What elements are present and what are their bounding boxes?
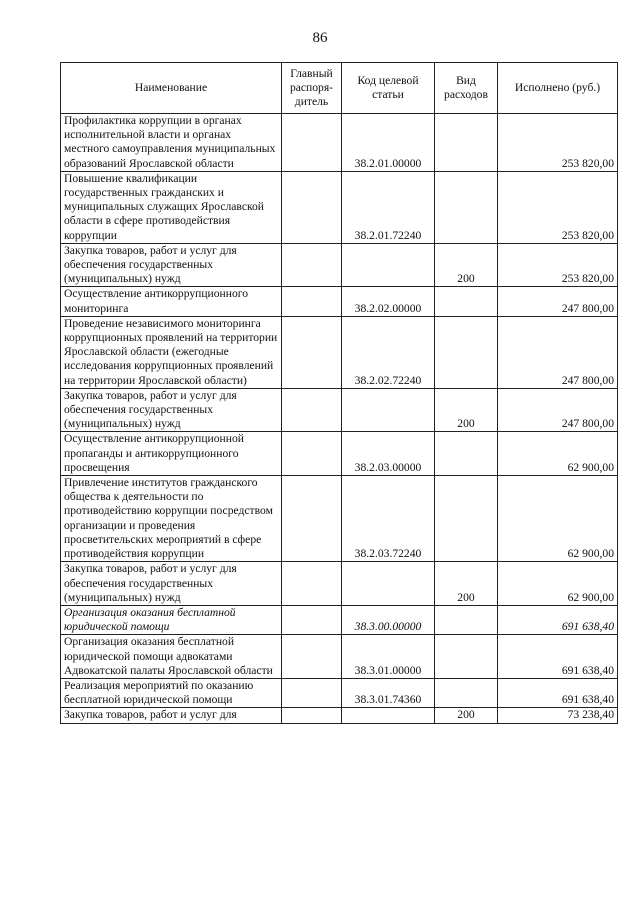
- cell-amount: 73 238,40: [498, 708, 618, 723]
- cell-name: Осуществление антикоррупционной пропаганды и антикоррупционного просвещения: [61, 432, 282, 476]
- cell-name: Проведение независимого мониторинга коррупционных проявлений на территории Ярославской области (ежегодные исследования коррупционных проявлений на территории Ярославской области): [61, 316, 282, 388]
- table-row: [61, 476, 618, 562]
- table-row: [61, 562, 618, 606]
- cell-code: [342, 388, 435, 432]
- cell-code: 38.2.02.00000: [342, 287, 435, 316]
- table-row: [61, 678, 618, 707]
- cell-amount: 253 820,00: [498, 243, 618, 287]
- cell-type: [435, 678, 498, 707]
- cell-code: 38.2.02.72240: [342, 316, 435, 388]
- cell-name: Закупка товаров, работ и услуг для обеспечения государственных (муниципальных) нужд: [61, 562, 282, 606]
- cell-type: [435, 171, 498, 243]
- cell-type: 200: [435, 388, 498, 432]
- cell-manager: [282, 635, 342, 679]
- header-row: [61, 63, 618, 114]
- table-row: [61, 432, 618, 476]
- header-name: Наименование: [61, 63, 282, 114]
- cell-type: [435, 114, 498, 172]
- cell-name: Организация оказания бесплатной юридической помощи адвокатами Адвокатской палаты Ярославской области: [61, 635, 282, 679]
- cell-name: Организация оказания бесплатной юридической помощи: [61, 605, 282, 634]
- cell-type: [435, 432, 498, 476]
- cell-manager: [282, 562, 342, 606]
- cell-type: 200: [435, 243, 498, 287]
- header-code: Код целевой статьи: [342, 63, 435, 114]
- cell-type: 200: [435, 708, 498, 723]
- header-manager: Главный распоря-дитель: [282, 63, 342, 114]
- cell-name: Профилактика коррупции в органах исполнительной власти и органах местного самоуправления муниципальных образований Ярославской области: [61, 114, 282, 172]
- budget-table: [60, 62, 618, 724]
- table-row: [61, 114, 618, 172]
- cell-manager: [282, 171, 342, 243]
- cell-manager: [282, 678, 342, 707]
- cell-amount: 247 800,00: [498, 388, 618, 432]
- cell-code: [342, 708, 435, 723]
- table-row: [61, 171, 618, 243]
- table-row: [61, 605, 618, 634]
- cell-code: 38.2.01.72240: [342, 171, 435, 243]
- cell-name: Осуществление антикоррупционного мониторинга: [61, 287, 282, 316]
- cell-code: 38.2.01.00000: [342, 114, 435, 172]
- cell-amount: 253 820,00: [498, 114, 618, 172]
- cell-manager: [282, 388, 342, 432]
- table-row: [61, 388, 618, 432]
- cell-amount: 691 638,40: [498, 635, 618, 679]
- cell-manager: [282, 605, 342, 634]
- cell-code: 38.2.03.00000: [342, 432, 435, 476]
- cell-manager: [282, 432, 342, 476]
- cell-type: [435, 287, 498, 316]
- cell-amount: 691 638,40: [498, 605, 618, 634]
- cell-type: [435, 635, 498, 679]
- cell-manager: [282, 476, 342, 562]
- cell-amount: 62 900,00: [498, 476, 618, 562]
- table-row: [61, 635, 618, 679]
- cell-name: Закупка товаров, работ и услуг для обеспечения государственных (муниципальных) нужд: [61, 243, 282, 287]
- cell-code: 38.2.03.72240: [342, 476, 435, 562]
- cell-name: Закупка товаров, работ и услуг для: [61, 708, 282, 723]
- cell-type: 200: [435, 562, 498, 606]
- cell-amount: 691 638,40: [498, 678, 618, 707]
- table-row: [61, 287, 618, 316]
- table-row: [61, 316, 618, 388]
- cell-name: Закупка товаров, работ и услуг для обеспечения государственных (муниципальных) нужд: [61, 388, 282, 432]
- cell-code: [342, 562, 435, 606]
- cell-amount: 62 900,00: [498, 432, 618, 476]
- cell-amount: 247 800,00: [498, 287, 618, 316]
- table-row: [61, 243, 618, 287]
- cell-type: [435, 476, 498, 562]
- cell-manager: [282, 316, 342, 388]
- cell-code: 38.3.01.00000: [342, 635, 435, 679]
- cell-amount: 247 800,00: [498, 316, 618, 388]
- cell-code: 38.3.01.74360: [342, 678, 435, 707]
- cell-type: [435, 605, 498, 634]
- cell-manager: [282, 708, 342, 723]
- cell-name: Повышение квалификации государственных гражданских и муниципальных служащих Ярославской области в сфере противодействия коррупции: [61, 171, 282, 243]
- cell-type: [435, 316, 498, 388]
- cell-amount: 62 900,00: [498, 562, 618, 606]
- header-type: Вид расходов: [435, 63, 498, 114]
- cell-name: Реализация мероприятий по оказанию бесплатной юридической помощи: [61, 678, 282, 707]
- header-amount: Исполнено (руб.): [498, 63, 618, 114]
- cell-manager: [282, 114, 342, 172]
- cell-code: [342, 243, 435, 287]
- table-body: [61, 114, 618, 724]
- cell-manager: [282, 287, 342, 316]
- cell-code: 38.3.00.00000: [342, 605, 435, 634]
- cell-amount: 253 820,00: [498, 171, 618, 243]
- page-number: 86: [312, 30, 328, 46]
- cell-manager: [282, 243, 342, 287]
- cell-name: Привлечение институтов гражданского общества к деятельности по противодействию коррупции посредством организации и проведения просветительских мероприятий в сфере противодействия коррупции: [61, 476, 282, 562]
- table-row: [61, 708, 618, 723]
